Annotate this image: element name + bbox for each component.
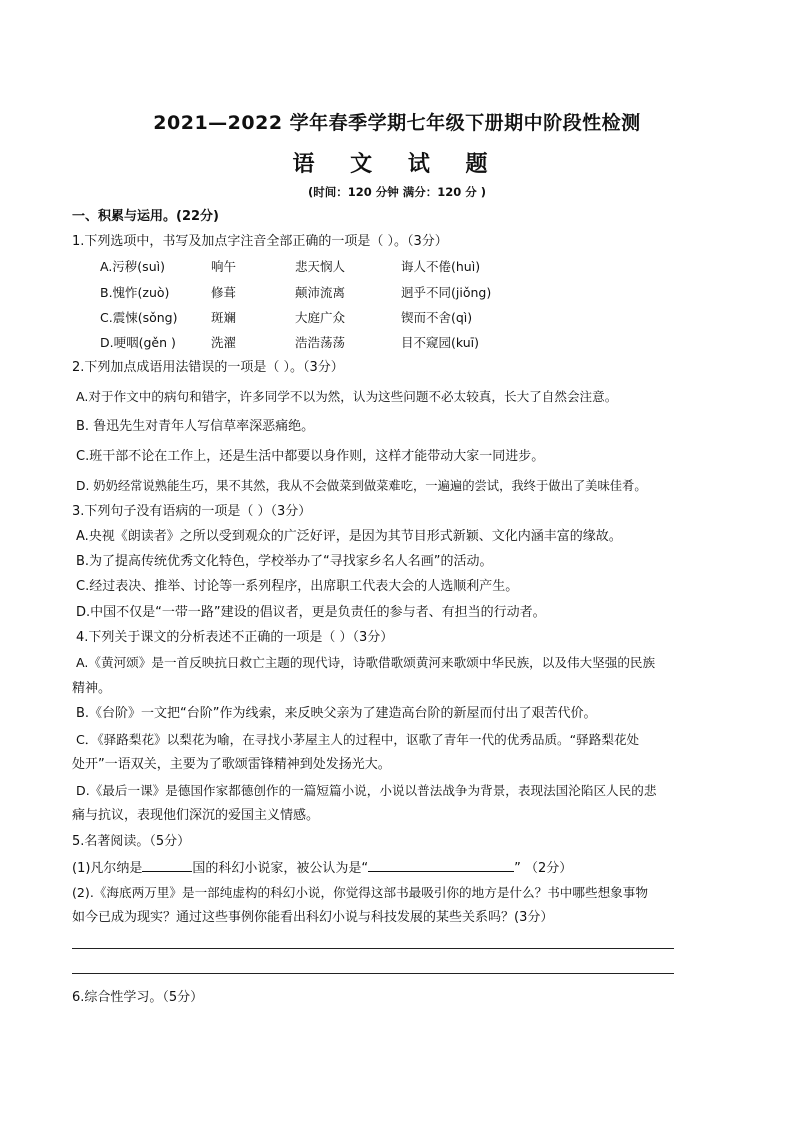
q4-option-a-line1: A.《黄河颂》是一首反映抗日救亡主题的现代诗，诗歌借歌颂黄河来歌颂中华民族，以及伟大坚强的民族 (76, 655, 656, 670)
q1-option-c-word4: 锲而不舍(qì) (401, 310, 473, 325)
q5-country-blank[interactable] (142, 858, 192, 872)
q3-option-a: A.央视《朗读者》之所以受到观众的广泛好评，是因为其节目形式新颖、文化内涵丰富的缘故。 (76, 529, 622, 544)
q5-part2-line2: 如今已成为现实？通过这些事例你能看出科幻小说与科技发展的某些关系吗？(3分） (72, 910, 554, 925)
q5-part2-line1: (2).《海底两万里》是一部纯虚构的科幻小说，你觉得这部书最吸引你的地方是什么？书中哪些想象事物 (72, 885, 648, 900)
question-5-stem: 5.名著阅读。（5分） (72, 834, 191, 849)
q1-option-a-word3: 悲天悯人 (295, 259, 346, 274)
q1-option-a-word1: A.污秽(suì) (100, 259, 165, 274)
q3-option-b: B.为了提高传统优秀文化特色，学校举办了“寻找家乡名人名画”的活动。 (76, 554, 493, 569)
question-3-stem: 3.下列句子没有语病的一项是（ ）（3分） (72, 504, 312, 519)
q1-option-b-word4: 迥乎不同(jiǒng) (401, 285, 492, 300)
q2-option-d: D. 奶奶经常说熟能生巧，果不其然，我从不会做菜到做菜难吃，一遍遍的尝试，我终于做出了美味佳肴。 (76, 479, 647, 493)
q1-option-c-word2: 斑斓 (211, 310, 237, 325)
q1-option-d-word1: D.哽咽(gěn ) (100, 335, 176, 350)
q1-option-b-word1: B.愧怍(zuò) (100, 285, 170, 300)
answer-line-2[interactable] (72, 973, 674, 974)
question-1-stem: 1.下列选项中，书写及加点字注音全部正确的一项是（ ）。（3分） (72, 234, 448, 249)
q1-option-b-word2: 修葺 (211, 285, 237, 300)
question-2-stem: 2.下列加点成语用法错误的一项是（ ）。（3分） (72, 360, 344, 375)
exam-subject: 语 文 试 题 (292, 151, 502, 177)
q1-option-d-word2: 洗濯 (211, 335, 237, 350)
q4-option-b: B.《台阶》一文把“台阶”作为线索，来反映父亲为了建造高台阶的新屋而付出了艰苦代价。 (76, 706, 597, 721)
q3-option-d: D.中国不仅是“一带一路”建设的倡议者，更是负责任的参与者、有担当的行动者。 (76, 605, 546, 620)
section-heading: 一、积累与运用。(22分) (72, 209, 219, 224)
q2-option-b: B. 鲁迅先生对青年人写信草率深恶痛绝。 (76, 419, 315, 434)
q2-option-c: C.班干部不论在工作上，还是生活中都要以身作则，这样才能带动大家一同进步。 (76, 449, 545, 464)
q2-option-a: A.对于作文中的病句和错字，许多同学不以为然，认为这些问题不必太较真，长大了自然会注意。 (76, 389, 618, 404)
q1-option-c-word3: 大庭广众 (295, 310, 346, 325)
q1-option-a-word2: 响午 (211, 259, 237, 274)
q5-part1-text-a: (1)凡尔纳是 (72, 861, 143, 876)
question-6-stem: 6.综合性学习。（5分） (72, 990, 204, 1005)
q1-option-a-word4: 诲人不倦(huì) (401, 259, 481, 274)
answer-line-1[interactable] (72, 948, 674, 949)
q4-option-c-line2: 处开”一语双关，主要为了歌颂雷锋精神到处发扬光大。 (72, 757, 391, 772)
exam-title: 2021—2022 学年春季学期七年级下册期中阶段性检测 (153, 112, 641, 134)
q4-option-d-line1: D.《最后一课》是德国作家都德创作的一篇短篇小说，小说以普法战争为背景，表现法国沦陷区人民的悲 (76, 783, 657, 798)
q5-title-blank[interactable] (368, 858, 514, 872)
question-4-stem: 4.下列关于课文的分析表述不正确的一项是（ ）（3分） (76, 630, 394, 645)
q1-option-d-word3: 浩浩荡荡 (295, 335, 346, 350)
q3-option-c: C.经过表决、推举、讨论等一系列程序，出席职工代表大会的人选顺利产生。 (76, 579, 519, 594)
q4-option-c-line1: C．《驿路梨花》以梨花为喻，在寻找小茅屋主人的过程中，讴歌了青年一代的优秀品质。“驿路梨花处 (76, 732, 640, 747)
q4-option-a-line2: 精神。 (72, 681, 112, 696)
q4-option-d-line2: 痛与抗议，表现他们深沉的爱国主义情感。 (72, 808, 320, 823)
q5-part1 (72, 858, 572, 878)
q1-option-b-word3: 颠沛流离 (295, 285, 346, 300)
q5-part1-text-b: 国的科幻小说家，被公认为是“ (192, 861, 369, 876)
exam-time-info: (时间：120 分钟 满分：120 分 ) (307, 185, 487, 199)
q1-option-d-word4: 目不窥园(kuī) (401, 335, 480, 350)
q5-part1-text-c: ” （2分） (514, 861, 573, 876)
q1-option-c-word1: C.震悚(sǒng) (100, 310, 178, 325)
